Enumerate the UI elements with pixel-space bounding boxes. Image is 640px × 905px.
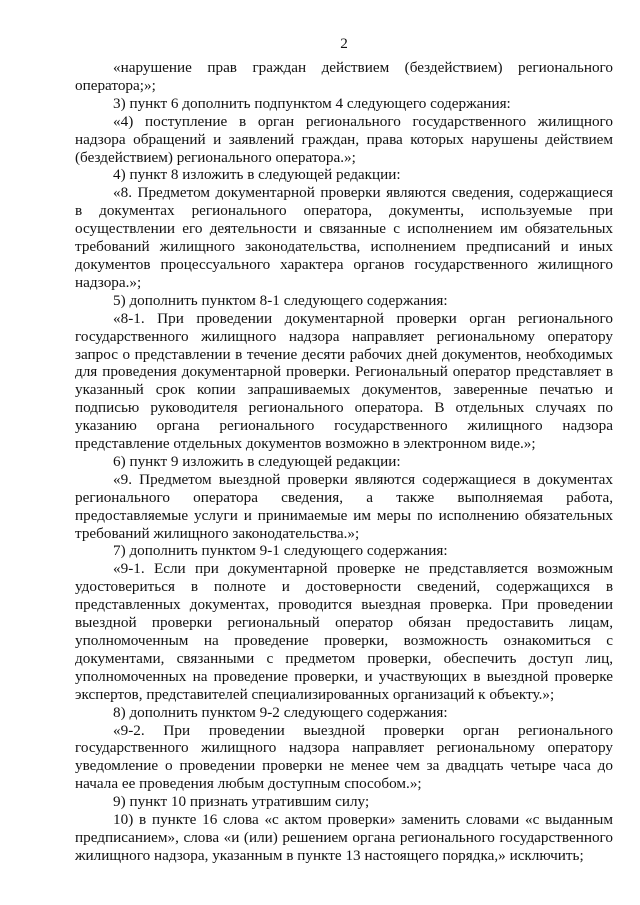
document-body xyxy=(75,59,613,865)
page-number: 2 xyxy=(340,35,348,52)
paragraph-item-4: 4) пункт 8 изложить в следующей редакции: xyxy=(113,166,401,184)
paragraph-item-7: 7) дополнить пунктом 9-1 следующего содержания: xyxy=(113,542,448,560)
paragraph-item-5: 5) дополнить пунктом 8-1 следующего содержания: xyxy=(113,291,448,309)
paragraph-quote-violation: «нарушение прав граждан действием (бездействием) регионального оператора;»; xyxy=(75,59,613,94)
paragraph-item-9: 9) пункт 10 признать утратившим силу; xyxy=(113,793,370,811)
paragraph-item-6: 6) пункт 9 изложить в следующей редакции: xyxy=(113,452,401,470)
paragraph-subitem-4-text: «4) поступление в орган регионального государственного жилищного надзора обращений и заявлений граждан, права которых нарушены действием (бездействием) регионального оператора.»; xyxy=(75,112,613,166)
paragraph-clause-9-1-text: «9-1. Если при документарной проверке не представляется возможным удостовериться в полноте и достоверности сведений, содержащихся в представленных документах, проводится выездная проверка. При проведении выездной проверки региональный оператор обязан предоставить лицам, уполномоченным на проведение проверки, возможность ознакомиться с документами, связанными с предметом проверки, обеспечить доступ лиц, уполномоченных на проведение проверки, и участвующих в выездной проверке экспертов, представителей специализированных организаций к объекту.»; xyxy=(75,560,613,703)
paragraph-clause-8-text: «8. Предметом документарной проверки являются сведения, содержащиеся в документах регионального оператора, документы, используемые при осуществлении его деятельности и связанные с исполнением им обязательных требований жилищного законодательства, исполнением предписаний и иных документов процессуального характера органов государственного жилищного надзора.»; xyxy=(75,184,613,291)
paragraph-item-3: 3) пункт 6 дополнить подпунктом 4 следующего содержания: xyxy=(113,94,511,112)
paragraph-clause-9-text: «9. Предметом выездной проверки являются содержащиеся в документах регионального оператора сведения, а также выполняемая работа, предоставляемые услуги и принимаемые им меры по исполнению обязательных требований жилищного законодательства.»; xyxy=(75,470,613,542)
paragraph-clause-9-2-text: «9-2. При проведении выездной проверки орган регионального государственного жилищного надзора направляет региональному оператору уведомление о проведении проверки не менее чем за двадцать четыре часа до начала ее проведения любым доступным способом.»; xyxy=(75,721,613,793)
document-page xyxy=(75,0,613,865)
paragraph-item-10: 10) в пункте 16 слова «с актом проверки» заменить словами «с выданным предписанием», слова «и (или) решением органа регионального государственного жилищного надзора, указанным в пункте 13 настоящего порядка,» исключить; xyxy=(75,811,613,864)
paragraph-clause-8-1-text: «8-1. При проведении документарной проверки орган регионального государственного жилищного надзора направляет региональному оператору запрос о представлении в течение десяти рабочих дней документов, необходимых для проведения документарной проверки. Региональный оператор представляет в указанный срок копии запрашиваемых документов, заверенные печатью и подписью руководителя регионального оператора. В отдельных случаях по указанию органа регионального государственного жилищного надзора представление отдельных документов возможно в электронном виде.»; xyxy=(75,309,613,453)
paragraph-item-8: 8) дополнить пунктом 9-2 следующего содержания: xyxy=(113,703,448,721)
